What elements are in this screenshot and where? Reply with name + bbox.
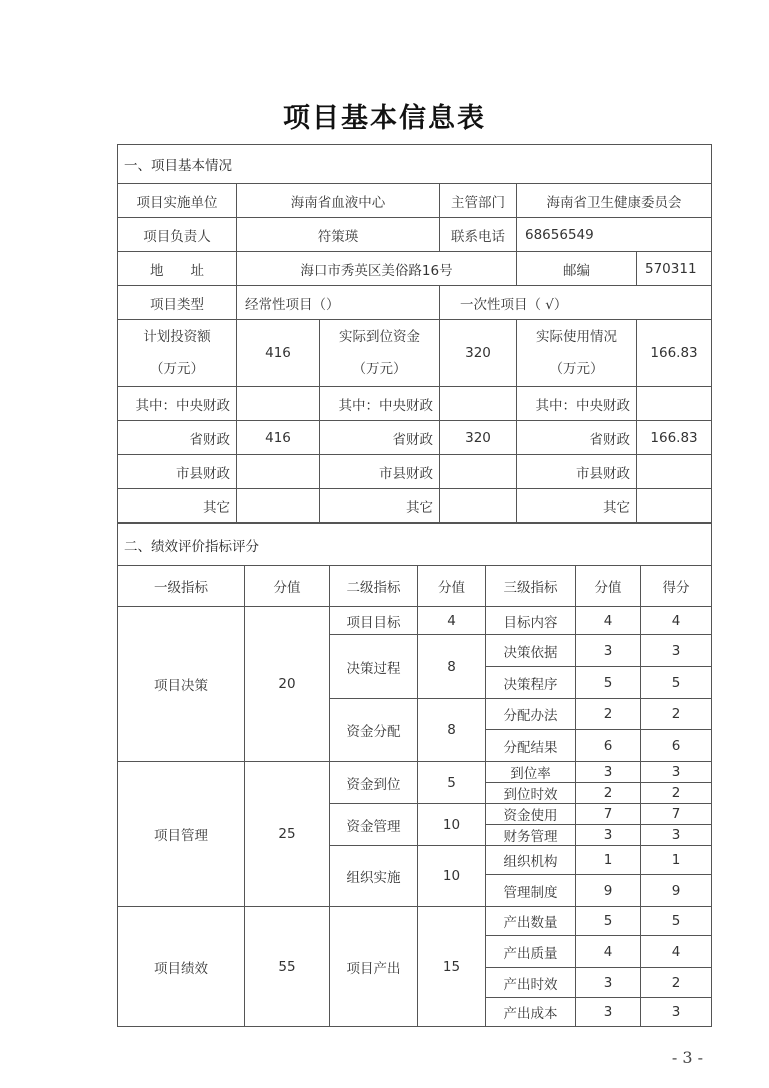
leader-label: 项目负责人 [118, 218, 237, 252]
header-score1: 分值 [245, 566, 330, 607]
level3-score-cell: 3 [576, 635, 641, 667]
level2-cell: 资金管理 [330, 804, 418, 846]
got-score-cell: 2 [641, 699, 712, 730]
level3-cell: 组织机构 [486, 846, 576, 875]
level2-cell: 决策过程 [330, 635, 418, 699]
got-score-cell: 3 [641, 825, 712, 846]
level2-score-cell: 10 [418, 846, 486, 907]
plan-label-line1: 计划投资额 [143, 329, 211, 345]
level3-score-cell: 5 [576, 667, 641, 699]
province-label-2: 省财政 [320, 421, 440, 455]
level3-cell: 产出质量 [486, 936, 576, 968]
got-score-cell: 4 [641, 607, 712, 635]
phone-value: 68656549 [517, 218, 712, 252]
level3-score-cell: 3 [576, 968, 641, 998]
level3-score-cell: 6 [576, 730, 641, 762]
got-score-cell: 4 [641, 936, 712, 968]
got-score-cell: 7 [641, 804, 712, 825]
leader-value: 符策瑛 [237, 218, 440, 252]
level3-cell: 财务管理 [486, 825, 576, 846]
level3-score-cell: 2 [576, 783, 641, 804]
got-score-cell: 5 [641, 907, 712, 936]
type-label: 项目类型 [118, 286, 237, 320]
level3-cell: 目标内容 [486, 607, 576, 635]
used-value: 166.83 [637, 320, 712, 387]
other-label-1: 其它 [118, 489, 237, 523]
plan-label [118, 320, 237, 387]
postcode-value: 570311 [637, 252, 712, 286]
header-level2: 二级指标 [330, 566, 418, 607]
city-plan [237, 455, 320, 489]
level3-score-cell: 2 [576, 699, 641, 730]
city-used [637, 455, 712, 489]
page-number: - 3 - [671, 1048, 703, 1067]
got-score-cell: 3 [641, 762, 712, 783]
central-used [637, 387, 712, 421]
actual-value: 320 [440, 320, 517, 387]
level1-cell: 项目管理 [118, 762, 245, 907]
got-score-cell: 2 [641, 968, 712, 998]
level2-score-cell: 8 [418, 699, 486, 762]
level2-cell: 组织实施 [330, 846, 418, 907]
level2-score-cell: 8 [418, 635, 486, 699]
level3-score-cell: 4 [576, 607, 641, 635]
actual-label-line2: （万元） [352, 361, 407, 377]
section-perf: 二、绩效评价指标评分 [118, 524, 712, 566]
got-score-cell: 5 [641, 667, 712, 699]
unit-label: 项目实施单位 [118, 184, 237, 218]
central-label-2: 其中：中央财政 [320, 387, 440, 421]
level3-cell: 决策依据 [486, 635, 576, 667]
province-plan: 416 [237, 421, 320, 455]
level3-cell: 分配办法 [486, 699, 576, 730]
central-actual [440, 387, 517, 421]
city-actual [440, 455, 517, 489]
level3-score-cell: 5 [576, 907, 641, 936]
level3-cell: 分配结果 [486, 730, 576, 762]
used-label-line2: （万元） [549, 361, 604, 377]
level3-cell: 管理制度 [486, 875, 576, 907]
level2-cell: 资金到位 [330, 762, 418, 804]
other-label-3: 其它 [517, 489, 637, 523]
level3-cell: 产出时效 [486, 968, 576, 998]
basic-info-table [117, 144, 712, 523]
level3-score-cell: 3 [576, 998, 641, 1027]
central-label-1: 其中：中央财政 [118, 387, 237, 421]
central-plan [237, 387, 320, 421]
level3-score-cell: 4 [576, 936, 641, 968]
level3-cell: 产出数量 [486, 907, 576, 936]
central-label-3: 其中：中央财政 [517, 387, 637, 421]
level2-cell: 项目产出 [330, 907, 418, 1027]
type-recurring: 经常性项目（） [237, 286, 440, 320]
level2-cell: 项目目标 [330, 607, 418, 635]
level3-cell: 资金使用 [486, 804, 576, 825]
other-label-2: 其它 [320, 489, 440, 523]
level2-score-cell: 15 [418, 907, 486, 1027]
type-onetime: 一次性项目（ √） [440, 286, 712, 320]
province-actual: 320 [440, 421, 517, 455]
table-row [118, 907, 712, 936]
level3-score-cell: 3 [576, 825, 641, 846]
city-label-3: 市县财政 [517, 455, 637, 489]
phone-label: 联系电话 [440, 218, 517, 252]
got-score-cell: 2 [641, 783, 712, 804]
level1-score-cell: 55 [245, 907, 330, 1027]
level2-score-cell: 4 [418, 607, 486, 635]
level1-score-cell: 25 [245, 762, 330, 907]
used-label-line1: 实际使用情况 [536, 329, 617, 345]
level2-score-cell: 5 [418, 762, 486, 804]
dept-value: 海南省卫生健康委员会 [517, 184, 712, 218]
page-title: 项目基本信息表 [283, 103, 486, 134]
actual-label [320, 320, 440, 387]
level3-cell: 产出成本 [486, 998, 576, 1027]
unit-value: 海南省血液中心 [237, 184, 440, 218]
header-level1: 一级指标 [118, 566, 245, 607]
section-basic-info: 一、项目基本情况 [118, 145, 712, 184]
dept-label: 主管部门 [440, 184, 517, 218]
level3-score-cell: 7 [576, 804, 641, 825]
header-score3: 分值 [576, 566, 641, 607]
header-got: 得分 [641, 566, 712, 607]
address-value: 海口市秀英区美俗路16号 [237, 252, 517, 286]
city-label-1: 市县财政 [118, 455, 237, 489]
actual-label-line1: 实际到位资金 [339, 329, 420, 345]
level1-cell: 项目绩效 [118, 907, 245, 1027]
province-label-3: 省财政 [517, 421, 637, 455]
province-label-1: 省财政 [118, 421, 237, 455]
got-score-cell: 3 [641, 635, 712, 667]
level1-score-cell: 20 [245, 607, 330, 762]
other-actual [440, 489, 517, 523]
province-used: 166.83 [637, 421, 712, 455]
level3-cell: 到位率 [486, 762, 576, 783]
city-label-2: 市县财政 [320, 455, 440, 489]
used-label [517, 320, 637, 387]
plan-value: 416 [237, 320, 320, 387]
got-score-cell: 9 [641, 875, 712, 907]
header-level3: 三级指标 [486, 566, 576, 607]
got-score-cell: 1 [641, 846, 712, 875]
level3-cell: 到位时效 [486, 783, 576, 804]
address-label: 地 址 [118, 252, 237, 286]
plan-label-line2: （万元） [150, 361, 204, 377]
got-score-cell: 3 [641, 998, 712, 1027]
postcode-label: 邮编 [517, 252, 637, 286]
level3-score-cell: 9 [576, 875, 641, 907]
level2-cell: 资金分配 [330, 699, 418, 762]
table-row [118, 762, 712, 783]
perf-score-table [117, 523, 712, 1027]
table-row [118, 607, 712, 635]
level3-score-cell: 1 [576, 846, 641, 875]
level1-cell: 项目决策 [118, 607, 245, 762]
level2-score-cell: 10 [418, 804, 486, 846]
got-score-cell: 6 [641, 730, 712, 762]
header-score2: 分值 [418, 566, 486, 607]
other-plan [237, 489, 320, 523]
level3-cell: 决策程序 [486, 667, 576, 699]
other-used [637, 489, 712, 523]
level3-score-cell: 3 [576, 762, 641, 783]
